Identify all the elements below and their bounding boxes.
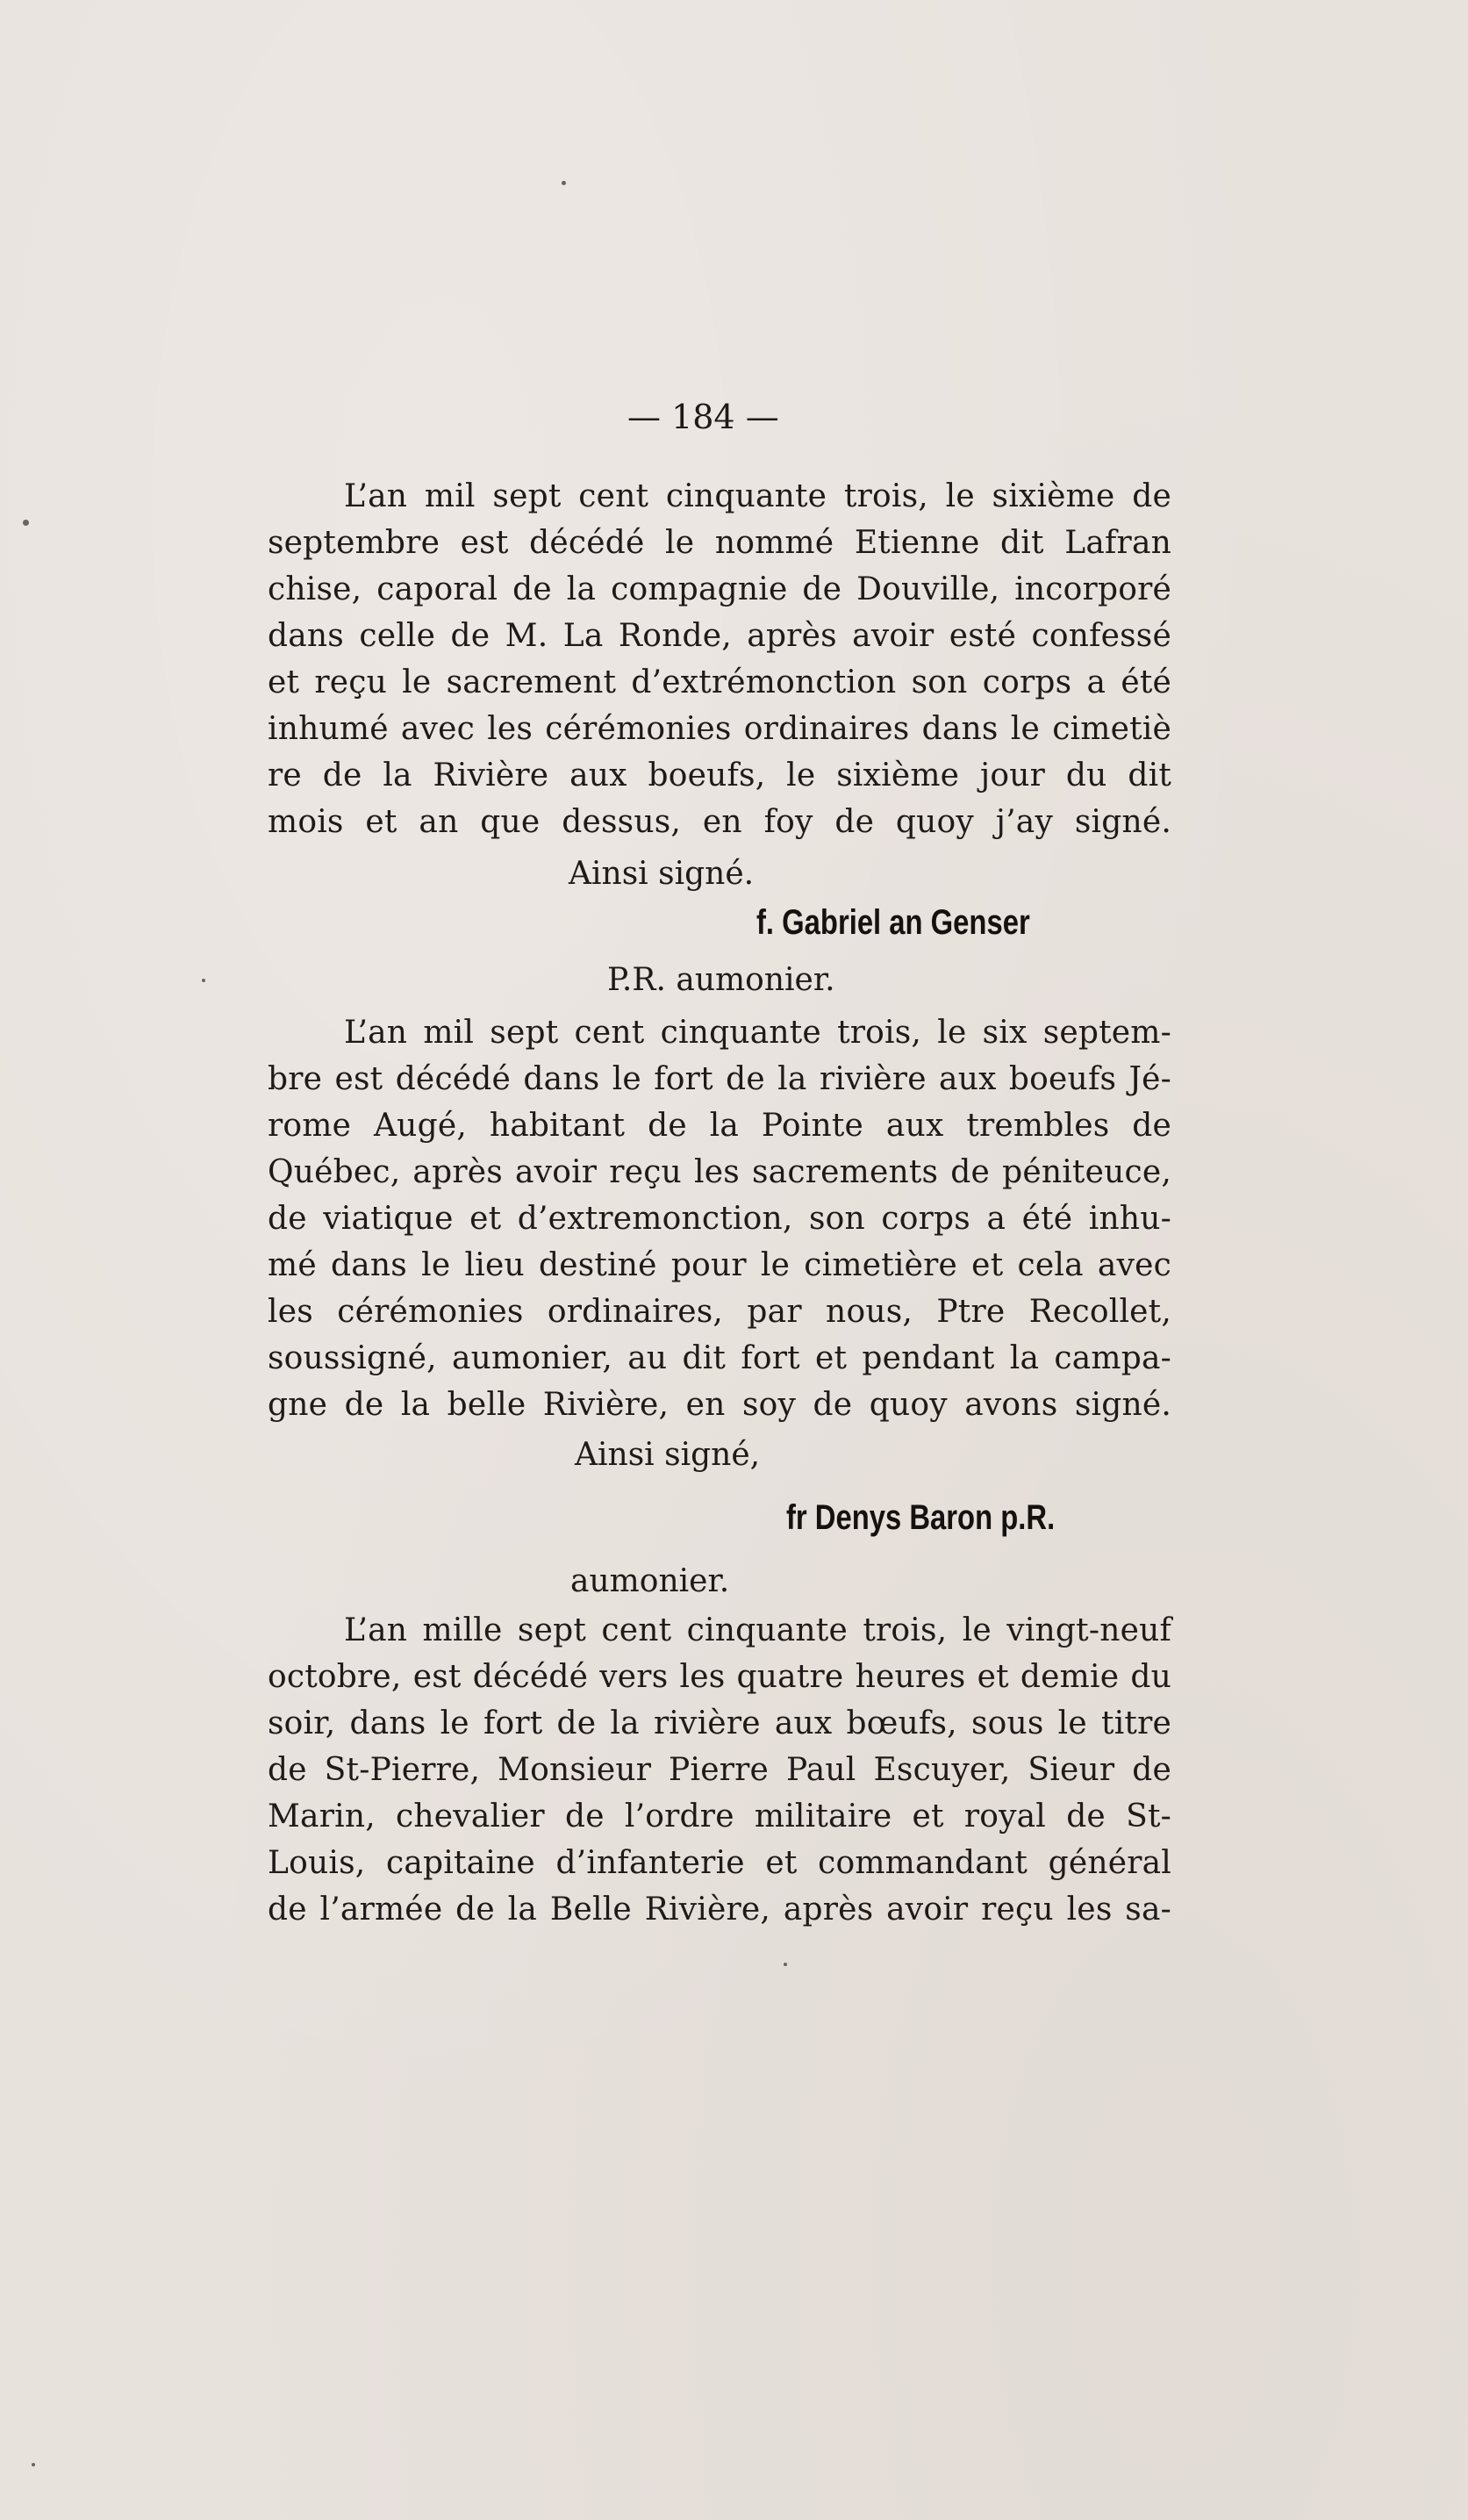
paper-speck [32, 2463, 35, 2466]
entry-3-line-7: de l’armée de la Belle Rivière, après avoir reçu les sa- [268, 1892, 1171, 1928]
entry-3-line-6: Louis, capitaine d’infanterie et commandant général [268, 1845, 1171, 1881]
entry-1-line-7: re de la Rivière aux boeufs, le sixième jour du dit [268, 757, 1171, 793]
entry-1-line-1: L’an mil sept cent cinquante trois, le sixième de [344, 478, 1171, 514]
entry-1-signature: f. Gabriel an Genser [756, 903, 1030, 942]
entry-1-line-6: inhumé avec les cérémonies ordinaires dans le cimetiè [268, 711, 1171, 747]
paper-speck [562, 181, 566, 185]
entry-2-line-8: soussigné, aumonier, au dit fort et pendant la campa- [268, 1340, 1171, 1376]
entry-2-line-3: rome Augé, habitant de la Pointe aux trembles de [268, 1108, 1171, 1144]
entry-1-closing: Ainsi signé. [569, 856, 755, 892]
entry-3-line-2: octobre, est décédé vers les quatre heures et demie du [268, 1659, 1171, 1695]
entry-1-line-8: mois et an que dessus, en foy de quoy j’ay signé. [268, 804, 1171, 840]
page-number: — 184 — [627, 398, 779, 436]
entry-1-line-3: chise, caporal de la compagnie de Douville, incorporé [268, 571, 1171, 607]
paper-speck [784, 1963, 787, 1966]
entry-3-line-5: Marin, chevalier de l’ordre militaire et royal de St- [268, 1798, 1171, 1834]
entry-1-line-5: et reçu le sacrement d’extrémonction son corps a été [268, 664, 1171, 700]
entry-1-title: P.R. aumonier. [607, 962, 835, 998]
entry-2-line-1: L’an mil sept cent cinquante trois, le six septem- [344, 1015, 1171, 1051]
paper-speck [23, 520, 29, 526]
entry-2-signature: fr Denys Baron p.R. [786, 1498, 1056, 1537]
paper-speck [202, 979, 205, 982]
entry-2-line-5: de viatique et d’extremonction, son corps a été inhu- [268, 1201, 1171, 1237]
entry-2-closing: Ainsi signé, [575, 1437, 761, 1473]
entry-2-line-7: les cérémonies ordinaires, par nous, Ptre Recollet, [268, 1294, 1171, 1330]
entry-1-line-4: dans celle de M. La Ronde, après avoir esté confessé [268, 618, 1171, 654]
entry-2-line-6: mé dans le lieu destiné pour le cimetière et cela avec [268, 1247, 1171, 1283]
entry-2-line-4: Québec, après avoir reçu les sacrements de péniteuce, [268, 1154, 1171, 1190]
entry-1-line-2: septembre est décédé le nommé Etienne dit Lafran [268, 525, 1171, 561]
entry-3-line-1: L’an mille sept cent cinquante trois, le vingt-neuf [344, 1612, 1171, 1648]
entry-2-line-2: bre est décédé dans le fort de la rivière aux boeufs Jé- [268, 1061, 1171, 1097]
entry-2-title: aumonier. [570, 1563, 730, 1599]
entry-2-line-9: gne de la belle Rivière, en soy de quoy avons signé. [268, 1387, 1171, 1423]
entry-3-line-4: de St-Pierre, Monsieur Pierre Paul Escuyer, Sieur de [268, 1752, 1171, 1788]
entry-3-line-3: soir, dans le fort de la rivière aux bœufs, sous le titre [268, 1705, 1171, 1741]
